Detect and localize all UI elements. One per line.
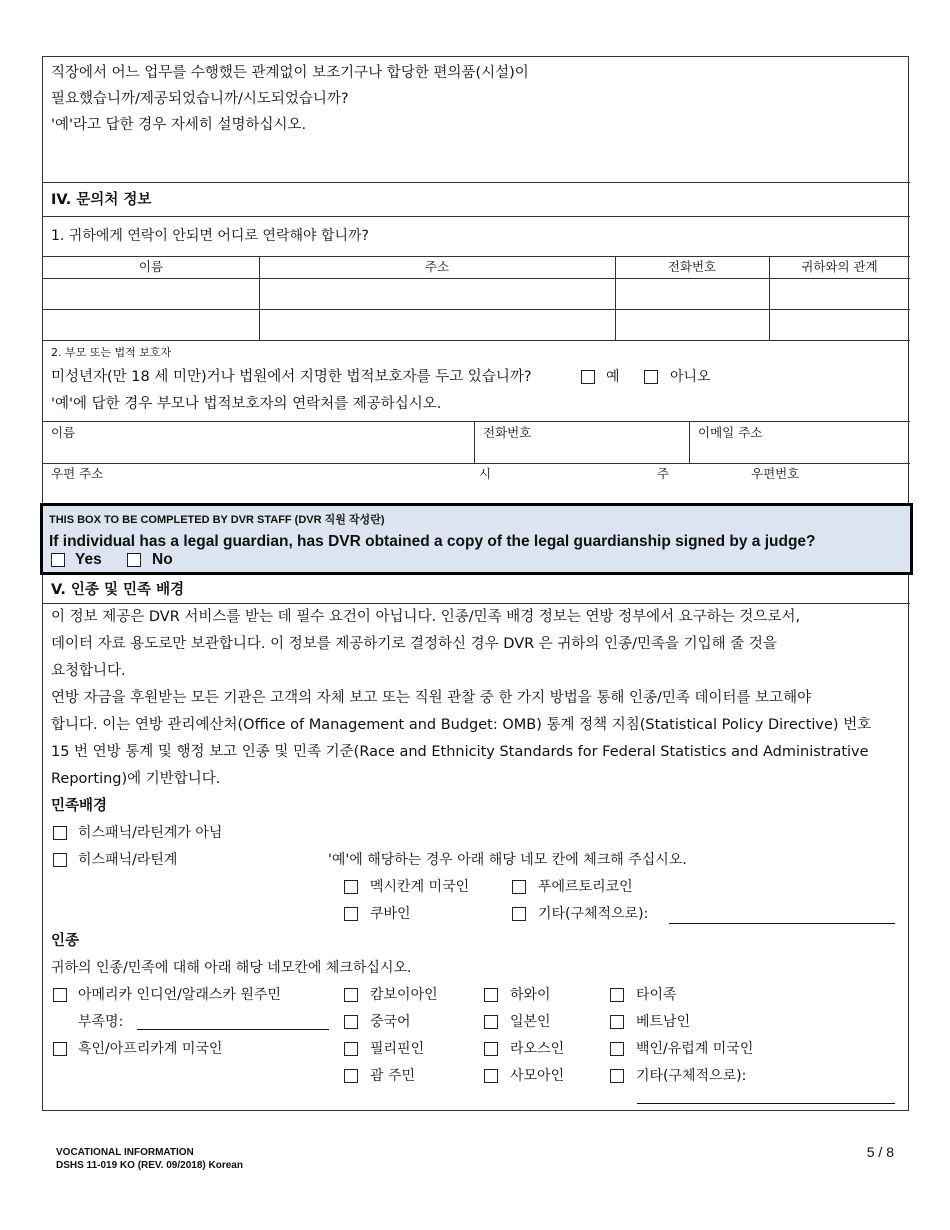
not-hispanic-label: 히스패닉/라틴계가 아님 xyxy=(78,825,223,841)
divider xyxy=(43,603,910,604)
guardian-mail-label: 우편 주소 xyxy=(51,466,104,481)
race-para1-line2: 데이터 자료 용도로만 보관합니다. 이 정보를 제공하기로 결정하신 경우 DVR 은 귀하의 인종/민족을 기입해 줄 것을 xyxy=(51,636,777,652)
guardian-yes-checkbox[interactable] xyxy=(581,370,595,384)
guardian-question: 미성년자(만 18 세 미만)거나 법원에서 지명한 법적보호자를 두고 있습니까? xyxy=(51,369,532,385)
guardian-zip-label: 우편번호 xyxy=(751,466,800,481)
puerto-rican-checkbox[interactable] xyxy=(512,880,526,894)
race-para1-line3: 요청합니다. xyxy=(51,663,126,679)
laotian-checkbox[interactable] xyxy=(484,1042,498,1056)
race-para2-line3: 15 번 연방 통계 및 행정 보고 인종 및 민족 기준(Race and Ethnicity Standards for Federal Statistics and Administrative xyxy=(51,744,869,760)
table-header-phone: 전화번호 xyxy=(667,259,717,274)
ethnicity-heading: 민족배경 xyxy=(51,798,108,814)
guardian-yes-label: 예 xyxy=(606,369,620,385)
guardian-phone-label: 전화번호 xyxy=(483,425,532,440)
thai-checkbox[interactable] xyxy=(610,988,624,1002)
staff-no-label: No xyxy=(152,551,173,568)
white-label: 백인/유럽계 미국인 xyxy=(636,1041,754,1057)
accommodation-question-line1: 직장에서 어느 업무를 수행했든 관계없이 보조기구나 합당한 편의품(시설)이 xyxy=(51,65,529,81)
contact-relationship-cell[interactable] xyxy=(770,310,910,340)
race-para2-line4: Reporting)에 기반합니다. xyxy=(51,771,221,787)
section-iv-title: IV. 문의처 정보 xyxy=(51,192,152,208)
race-para2-line2: 합니다. 이는 연방 관리예산처(Office of Management and Budget: OMB) 통계 정책 지침(Statistical Policy Directive) 번호 xyxy=(51,717,872,733)
filipino-label: 필리핀인 xyxy=(370,1041,425,1057)
guardian-name-field[interactable] xyxy=(51,441,471,461)
race-instruction: 귀하의 인종/민족에 대해 아래 해당 네모칸에 체크하십시오. xyxy=(51,960,412,976)
cuban-checkbox[interactable] xyxy=(344,907,358,921)
footer-title: VOCATIONAL INFORMATION xyxy=(56,1147,194,1158)
dvr-staff-box xyxy=(40,503,913,575)
hawaiian-label: 하와이 xyxy=(510,987,551,1003)
japanese-label: 일본인 xyxy=(510,1014,551,1030)
hispanic-other-checkbox[interactable] xyxy=(512,907,526,921)
divider xyxy=(43,463,910,464)
guardian-city-label: 시 xyxy=(479,466,492,481)
black-label: 흑인/아프리카계 미국인 xyxy=(78,1041,223,1057)
mexican-checkbox[interactable] xyxy=(344,880,358,894)
cuban-label: 쿠바인 xyxy=(370,906,411,922)
footer-form-id: DSHS 11-019 KO (REV. 09/2018) Korean xyxy=(56,1160,243,1171)
not-hispanic-checkbox[interactable] xyxy=(53,826,67,840)
divider xyxy=(43,216,910,217)
hispanic-checkbox[interactable] xyxy=(53,853,67,867)
chinese-label: 중국어 xyxy=(370,1014,411,1030)
chinese-checkbox[interactable] xyxy=(344,1015,358,1029)
vietnamese-label: 베트남인 xyxy=(636,1014,691,1030)
staff-box-heading: THIS BOX TO BE COMPLETED BY DVR STAFF (DVR 직원 작성란) xyxy=(49,514,385,526)
section-v-title: V. 인종 및 민족 배경 xyxy=(51,582,185,598)
race-heading: 인종 xyxy=(51,933,80,949)
hispanic-instruction: '예'에 해당하는 경우 아래 해당 네모 칸에 체크해 주십시오. xyxy=(328,852,687,868)
divider xyxy=(689,421,690,463)
tribe-name-input-line[interactable] xyxy=(137,1029,329,1030)
divider xyxy=(43,340,910,341)
contact-address-cell[interactable] xyxy=(260,310,615,340)
japanese-checkbox[interactable] xyxy=(484,1015,498,1029)
race-para2-line1: 연방 자금을 후원받는 모든 기관은 고객의 자체 보고 또는 직원 관찰 중 한 가지 방법을 통해 인종/민족 데이터를 보고해야 xyxy=(51,690,812,706)
hawaiian-checkbox[interactable] xyxy=(484,988,498,1002)
guardian-no-checkbox[interactable] xyxy=(644,370,658,384)
guardian-no-label: 아니오 xyxy=(670,369,711,385)
table-header-relationship: 귀하와의 관계 xyxy=(801,259,878,274)
contact-phone-cell[interactable] xyxy=(616,279,769,309)
staff-yes-label: Yes xyxy=(75,551,102,568)
guardian-phone-field[interactable] xyxy=(483,441,683,461)
guamanian-checkbox[interactable] xyxy=(344,1069,358,1083)
divider xyxy=(43,182,910,183)
cambodian-checkbox[interactable] xyxy=(344,988,358,1002)
contact-relationship-cell[interactable] xyxy=(770,279,910,309)
contact-address-cell[interactable] xyxy=(260,279,615,309)
table-header-name: 이름 xyxy=(138,259,164,274)
filipino-checkbox[interactable] xyxy=(344,1042,358,1056)
guamanian-label: 괌 주민 xyxy=(370,1068,416,1084)
guardian-instruction: '예'에 답한 경우 부모나 법적보호자의 연락처를 제공하십시오. xyxy=(51,396,442,412)
white-checkbox[interactable] xyxy=(610,1042,624,1056)
samoan-label: 사모아인 xyxy=(510,1068,565,1084)
laotian-label: 라오스인 xyxy=(510,1041,565,1057)
guardian-email-label: 이메일 주소 xyxy=(698,425,763,440)
divider xyxy=(43,421,910,422)
guardian-name-label: 이름 xyxy=(51,425,76,440)
puerto-rican-label: 푸에르토리코인 xyxy=(538,879,633,895)
form-page xyxy=(42,56,909,1111)
mexican-label: 멕시칸계 미국인 xyxy=(370,879,470,895)
guardian-label: 2. 부모 또는 법적 보호자 xyxy=(51,346,172,359)
hispanic-other-label: 기타(구체적으로): xyxy=(538,906,649,922)
samoan-checkbox[interactable] xyxy=(484,1069,498,1083)
vietnamese-checkbox[interactable] xyxy=(610,1015,624,1029)
guardian-mail-field[interactable] xyxy=(51,482,901,502)
divider xyxy=(474,421,475,463)
page-number: 5 / 8 xyxy=(866,1144,894,1160)
hispanic-label: 히스패닉/라틴계 xyxy=(78,852,178,868)
race-other-checkbox[interactable] xyxy=(610,1069,624,1083)
divider xyxy=(43,256,910,257)
hispanic-other-input-line[interactable] xyxy=(669,923,895,924)
guardian-email-field[interactable] xyxy=(698,441,903,461)
tribe-name-label: 부족명: xyxy=(78,1014,124,1030)
table-header-address: 주소 xyxy=(424,259,450,274)
thai-label: 타이족 xyxy=(636,987,677,1003)
race-other-label: 기타(구체적으로): xyxy=(636,1068,747,1084)
black-checkbox[interactable] xyxy=(53,1042,67,1056)
accommodation-question-line2: 필요했습니까/제공되었습니까/시도되었습니까? xyxy=(51,91,349,107)
contact-question-1: 1. 귀하에게 연락이 안되면 어디로 연락해야 합니까? xyxy=(51,228,369,244)
contact-name-cell[interactable] xyxy=(43,310,259,340)
contact-phone-cell[interactable] xyxy=(616,310,769,340)
american-indian-checkbox[interactable] xyxy=(53,988,67,1002)
staff-yes-checkbox[interactable] xyxy=(51,553,65,567)
american-indian-label: 아메리카 인디언/알래스카 원주민 xyxy=(78,987,281,1003)
staff-no-checkbox[interactable] xyxy=(127,553,141,567)
accommodation-question-line3: '예'라고 답한 경우 자세히 설명하십시오. xyxy=(51,117,307,133)
race-para1-line1: 이 정보 제공은 DVR 서비스를 받는 데 필수 요건이 아닙니다. 인종/민족 배경 정보는 연방 정부에서 요구하는 것으로서, xyxy=(51,609,801,625)
contact-name-cell[interactable] xyxy=(43,279,259,309)
accommodation-explanation-field[interactable] xyxy=(51,139,901,181)
race-other-input-line[interactable] xyxy=(637,1103,895,1104)
guardian-state-label: 주 xyxy=(657,466,670,481)
staff-box-question: If individual has a legal guardian, has DVR obtained a copy of the legal guardianship signed by a judge? xyxy=(49,533,816,550)
cambodian-label: 캄보이아인 xyxy=(370,987,438,1003)
